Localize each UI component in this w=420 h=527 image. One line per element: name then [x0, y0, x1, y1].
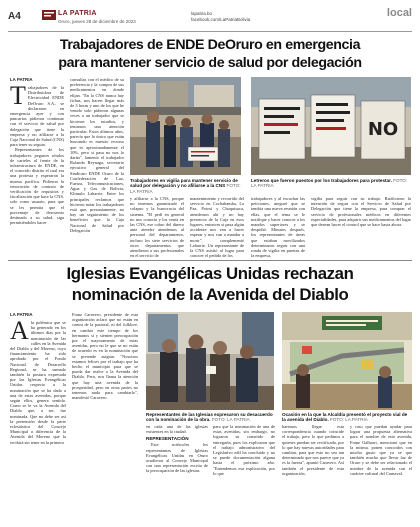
story1-photo-workers-caption: [130, 178, 242, 194]
story2-lead: la polémica que se ha generado en los últimos días por la nominación de las calles en la Avenida del Diablo y del Moreno, cuyo financiamiento ha sido aprobado por el Fondo Nacional de Desarrollo Regional, se ha sumado también la postura expresada por las Iglesias Evangélicas Unidas respecto a la nominación que se ha dado a una de estas avenidas, porque según ellos, genera sentido. Como se le va la Avenida del Diablo que, a ser, fue nominada. Que no debe ser así la pretensión desde la parte eclesiástica del Concejo Municipal a diferencia de la Avenida del Moreno que la recibirá sin tener en la primera: [10, 320, 66, 445]
story2-column-6: [350, 424, 412, 524]
photo-credit: FOTO: LA PATRIA: [330, 417, 368, 423]
story1-photo-signs-caption: [251, 178, 411, 189]
story2-headline-line1: Iglesias Evangélicas Unidas rechazan: [66, 264, 354, 283]
story1-column-5: [251, 196, 305, 258]
page-number: A4: [8, 11, 21, 22]
story1-column-1: [10, 77, 64, 258]
story1-photo-workers: [130, 77, 241, 175]
story2-photo-avenue-project-caption: [282, 412, 412, 423]
dateline: Oruro, jueves 28 de diciembre de 2023: [58, 19, 136, 24]
masthead: LA PATRIA: [58, 10, 97, 17]
facebook-link[interactable]: facebook.com/LaPatriaBolivia: [191, 17, 251, 22]
section-label: local: [386, 7, 412, 19]
page-header: [8, 6, 412, 32]
story2-column-4: [213, 424, 275, 524]
website-link[interactable]: lapatria.bo: [191, 11, 213, 16]
sign-text: NO: [367, 119, 399, 140]
story2-subhead: REPRESENTACIÓN: [146, 436, 189, 442]
story2-paragraph: Franz Caravero, presidente de esta organización aclaró que no están en contra de la pastoral, ni del folklore, en cambio este tiempo de los hermanos sí y sienten preocupación por el mayoramento de estas avenidas, pero no le que se no están de acuerdo es en la nominación que se pretende asignar. "Nosotros estamos felices por el trabajo que ha hecho el municipio para que se pueda dar realce a la Avenida del Diablo. Pero, nos llama la atención que hay una avenida de la prosperidad, pero en otras partes no tenemos nada para cambiarlo", manifestó Caravero.: [72, 312, 138, 401]
caption-text: Representantes de las Iglesias expresaron su desacuerdo con la nominación de la obra.: [146, 412, 273, 423]
story1-paragraph: y afiliarse a la CNS, porque no tenemos garantizado el colapso y la burocracia del sistema. "El pedí en general no nos conocía y los venía en las CNS, ese cobro del dinero ante atender atendemos al personal del departamento, incluso los siete servicios de otros departamentos que atendieron a sus profesionales en el servicio de: [130, 196, 184, 258]
caption-text: Ocasión en la que la Alcaldía presentó el proyecto vial de la avenida del Diablo.: [282, 412, 408, 423]
story2-paragraph: y caso que puedan ayudar para lograr una propuesta alternativa para el nombre de esta avenida, Franz Galbarri, mencionó que en la misma, ponen conocidos con mucho gusto que ya se que también mucho que llevar luz de Oruro y se debe ser relacionado el nombre de la avenida con el carácter cultural del Carnaval.: [350, 424, 412, 476]
story2-column-1: [10, 312, 66, 524]
story1-column-4: [190, 196, 244, 258]
story2-paragraph: para que la nominación de una de estas avenidas, sin embargo, no lograron su cometido de entregarla, pues los explicaron que el trabajo administrativo del Legislativo edil ha concluido y no se puede documentación alguna hasta el próximo año. "Entendemos esa explicación, por lo que: [213, 424, 275, 476]
story1-paragraph: vigilia para seguir con su trabajo. Ratificaron la intención de seguir con el Servicio de Salud por Delegación que tiene la empresa, para comprar el servicio de profesionales médicos en diferentes especialidades, para adquirir sus medicamentos del lugar que desean hacer el control que se hace hasta ahora.: [311, 196, 411, 228]
story2-photo-church-reps: [146, 312, 274, 410]
newspaper-logo-icon: [42, 10, 56, 20]
story1-paragraph: mantenimiento y recorrido del servicio en Cochabamba, La Paz, Potosí y Chuquisaca, atendemos ahí y no hay presencia de la Caja en esos lugares, entonces si pasa algún accidente nos van a hacer esperar y nos van a mandar a morir", complementó Laharrie. Un representante de la CNS asistió al lugar para conocer el pedido de los: [190, 196, 244, 258]
story1-headline: [10, 36, 410, 72]
story2-dropcap: A: [10, 316, 29, 345]
story1-paragraph: consultas con el médico de su preferencia y la compra de sus medicamentos en donde elijan. "En la CNS nunca hay fichas, nos hacen llegar más de 3 horas y uno de los que he venido solo pidieron algunas veces a un trabajador que se hicieron los estudios, y teníamos una atención particular. Estos últimos años, parecía que lo único que están buscando es nuestro recurso que es aproximadamente el 10%, pero si pasa no nos lo darán", lamentó el trabajador Rolando Reynaga, secretario ejecutivo general del Sindicato ENDE Oruro de la Confederación de Luz, Fuerza, Telecomunicaciones, Agua y Gas de Bolivia, Klimulo Laharrie. Entre los principales reclamos que hicieron notar los trabajadores está que, presuntamente, no hay un seguimiento de los beneficios que la Caja Nacional de Salud por Delegación: [70, 77, 124, 233]
story1-headline-line1: Trabajadores de ENDE DeOruro en emergencia: [59, 37, 361, 53]
photo-credit: FOTO: LA PATRIA: [211, 417, 250, 423]
photo-credit: FOTO: LA PATRIA: [130, 183, 241, 194]
story2-column-3: [146, 424, 208, 524]
photo-credit: FOTO: LA PATRIA: [251, 178, 408, 189]
story2-photo-avenue-project: [282, 312, 412, 410]
story-divider: [8, 260, 412, 261]
story1-paragraph: Representantes de los trabajadores pegaron rótulos de carteles al frente de la infraestructura de ENDE, en el conocido distrito el cual era una protesta y esperaron la misma pacífica. Pidieron la renovación de contrato de verificación de requisitos y fiscalización que hace la CNS, solo como usuario, para que se les permita que el porcentaje de descuento destinado a su salud, siga permitiéndoles hacer: [10, 147, 64, 226]
story2-photo-church-reps-caption: [146, 412, 274, 423]
story2-paragraph: haremos llegar esta correspondencia cuando coincide el trabajo, pero lo que pedimos a quienes puedan ser rectificada, por lo que hay nuevas autoridades para cambiar, para que esto no sea tan determinado que nos parece que ya es la fuerza", apuntó Caravero. Así también el presidente de esta organización.: [282, 424, 344, 476]
story1-byline: LA PATRIA: [10, 77, 33, 82]
story2-paragraph: Este miércoles los representantes de Iglesias Evangélicas Unidas en Oruro acudieron al Concejo Municipal con una representación escrita de la preocupación de las iglesias: [146, 442, 208, 474]
story1-headline-line2: para mantener servicio de salud por delegación: [58, 55, 362, 71]
story2-paragraph: en cada una de las iglesias existentes en la ciudad.: [146, 424, 208, 435]
story1-column-2: [70, 77, 124, 258]
story1-paragraph: trabajadores y al escuchar las peticiones, aseguró que se tendría una nueva reunión con ellas, que el tema se le notifique y hacer conocer a los mandos superiores y se despidió. Minutos después, los representantes de áreas que estaban movilizados determinaron seguir con una ronda de vigilia en puertas de la empresa,: [251, 196, 305, 258]
story1-lead: rabajadores de la Distribuidora de Electricidad ENDE DeOruro S.A., se declararon en emergencia ayer y con pancartas pidieron continuar con el servicio de salud por delegación que tiene la empresa y no afiliarse a la Caja Nacional de Salud (CNS) para tener su seguro.: [10, 85, 64, 148]
story1-column-6: [311, 196, 411, 258]
caption-text: Letreros que fueron puestos por los trabajadores para protestar.: [251, 178, 392, 183]
story1-column-3: [130, 196, 184, 258]
story2-column-2: [72, 312, 138, 524]
story2-headline-line2: nominación de la Avenida del Diablo: [71, 285, 349, 304]
story1-photo-signs: [251, 77, 411, 175]
caption-text: Trabajadores en vigilia para mantener servicio de salud por delegación y no afiliarse a la CNS: [130, 178, 238, 189]
story1-dropcap: T: [10, 81, 26, 110]
social-links: [191, 11, 261, 23]
story2-column-5: [282, 424, 344, 524]
story2-headline: [10, 263, 410, 305]
story2-byline: LA PATRIA: [10, 312, 33, 317]
